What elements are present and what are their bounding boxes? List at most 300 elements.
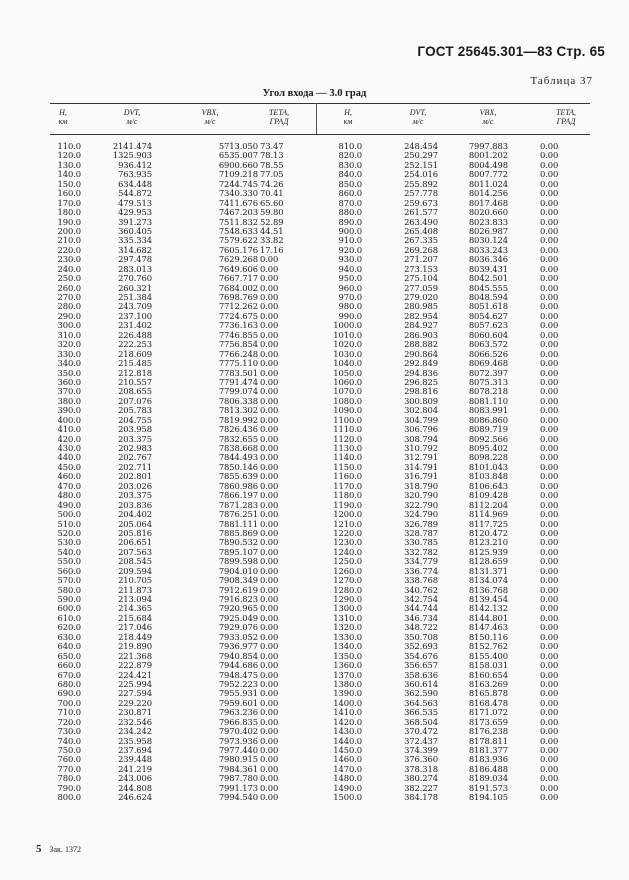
table-cell: 360.614 — [404, 678, 438, 689]
table-cell: 297.478 — [118, 254, 152, 265]
table-cell: 0.00 — [260, 650, 279, 661]
table-cell: 630.0 — [57, 631, 81, 642]
table-cell: 208.545 — [118, 556, 152, 567]
table-cell: 0.00 — [260, 527, 279, 538]
col-name: H, — [59, 108, 67, 117]
table-cell: 1160.0 — [333, 471, 362, 482]
table-cell: 1325.903 — [112, 150, 152, 161]
col-name: DVT, — [123, 108, 141, 117]
table-cell: 0.00 — [540, 405, 559, 416]
table-cell: 270.0 — [57, 292, 81, 302]
table-cell: 380.274 — [404, 773, 438, 784]
table-cell: 0.00 — [540, 292, 559, 302]
table-cell: 300.0 — [57, 320, 81, 331]
table-cell: 310.792 — [404, 443, 438, 453]
table-cell: 0.00 — [540, 471, 559, 482]
table-cell: 17.16 — [260, 244, 284, 255]
table-cell: 160.0 — [57, 188, 81, 199]
table-cell: 390.0 — [57, 405, 81, 416]
table-cell: 221.368 — [118, 650, 152, 661]
table-cell: 1060.0 — [333, 376, 362, 387]
table-cell: 1440.0 — [333, 735, 362, 746]
table-cell: 7920.965 — [218, 603, 258, 614]
table-cell: 0.00 — [260, 556, 279, 567]
table-cell: 237.694 — [118, 745, 152, 755]
table-cell: 0.00 — [540, 216, 559, 227]
table-cell: 7984.361 — [218, 763, 258, 774]
table-cell: 0.00 — [260, 509, 279, 520]
table-cell: 110.0 — [57, 141, 81, 151]
table-cell: 800.0 — [57, 792, 81, 803]
table-cell: 207.076 — [118, 395, 152, 406]
table-cell: 8051.618 — [468, 301, 508, 312]
table-cell: 1290.0 — [333, 594, 362, 604]
table-cell: 1240.0 — [333, 546, 362, 557]
col-h-left — [52, 142, 81, 803]
table-cell: 0.00 — [540, 499, 559, 510]
table-cell: 222.253 — [118, 339, 152, 350]
table-cell: 820.0 — [338, 150, 362, 161]
table-cell: 7766.248 — [218, 348, 258, 359]
table-cell: 330.0 — [57, 348, 81, 359]
table-cell: 344.744 — [404, 603, 438, 614]
table-cell: 0.00 — [260, 386, 279, 397]
table-cell: 7109.218 — [218, 169, 258, 180]
table-cell: 0.00 — [540, 735, 559, 746]
table-cell: 8069.468 — [468, 358, 508, 369]
col-header-vbx-right — [468, 108, 508, 126]
table-cell: 8092.566 — [468, 433, 508, 444]
table-cell: 510.0 — [57, 518, 81, 529]
table-cell: 7890.532 — [218, 537, 258, 548]
table-cell: 0.00 — [540, 518, 559, 529]
table-cell: 0.00 — [260, 310, 279, 321]
table-cell: 0.00 — [260, 763, 279, 774]
table-cell: 8036.346 — [468, 254, 508, 265]
table-cell: 400.0 — [57, 414, 81, 425]
table-cell: 7925.049 — [218, 612, 258, 623]
table-cell: 500.0 — [57, 509, 81, 520]
table-cell: 7997.883 — [468, 141, 508, 151]
table-cell: 0.00 — [540, 546, 559, 557]
table-cell: 44.51 — [260, 225, 284, 236]
table-cell: 1480.0 — [333, 773, 362, 784]
table-cell: 0.00 — [540, 282, 559, 293]
table-cell: 0.00 — [540, 225, 559, 236]
table-cell: 8183.936 — [468, 754, 508, 765]
table-cell: 150.0 — [57, 178, 81, 189]
table-cell: 790.0 — [57, 782, 81, 793]
table-cell: 322.790 — [404, 499, 438, 510]
table-cell: 1100.0 — [333, 414, 362, 425]
table-cell: 0.00 — [540, 594, 559, 604]
table-cell: 0.00 — [260, 254, 279, 265]
table-cell: 213.094 — [118, 594, 152, 604]
table-cell: 2141.474 — [112, 141, 152, 151]
table-cell: 1390.0 — [333, 688, 362, 699]
table-cell: 205.064 — [118, 518, 152, 529]
table-cell: 8007.772 — [468, 169, 508, 180]
table-cell: 8066.526 — [468, 348, 508, 359]
table-cell: 720.0 — [57, 716, 81, 727]
table-cell: 227.594 — [118, 688, 152, 699]
table-cell: 360.405 — [118, 225, 152, 236]
table-cell: 0.00 — [540, 697, 559, 708]
table-cell: 0.00 — [260, 273, 279, 284]
table-subtitle: Угол входа — 3.0 град — [262, 88, 367, 99]
table-cell: 0.00 — [540, 376, 559, 387]
table-cell: 230.0 — [57, 254, 81, 265]
table-cell: 7819.992 — [218, 414, 258, 425]
table-cell: 0.00 — [540, 254, 559, 265]
table-cell: 314.791 — [404, 461, 438, 472]
table-cell: 0.00 — [540, 565, 559, 576]
table-cell: 1180.0 — [333, 490, 362, 501]
table-cell: 8098.228 — [468, 452, 508, 463]
col-header-dvt-right — [398, 108, 438, 126]
table-cell: 215.684 — [118, 612, 152, 623]
table-label: Таблица 37 — [530, 75, 593, 87]
table-cell: 0.00 — [540, 631, 559, 642]
table-cell: 243.709 — [118, 301, 152, 312]
table-cell: 0.00 — [540, 480, 559, 491]
table-cell: 8112.204 — [468, 499, 508, 510]
table-cell: 271.207 — [404, 254, 438, 265]
table-cell: 304.799 — [404, 414, 438, 425]
table-cell: 8178.811 — [468, 735, 508, 746]
table-cell: 7977.440 — [218, 745, 258, 755]
table-cell: 940.0 — [338, 263, 362, 274]
table-cell: 8109.428 — [468, 490, 508, 501]
table-cell: 296.825 — [404, 376, 438, 387]
table-cell: 610.0 — [57, 612, 81, 623]
table-cell: 0.00 — [260, 461, 279, 472]
table-cell: 7736.163 — [218, 320, 258, 331]
table-cell: 269.268 — [404, 244, 438, 255]
table-cell: 0.00 — [260, 282, 279, 293]
table-cell: 0.00 — [540, 669, 559, 680]
table-cell: 239.448 — [118, 754, 152, 765]
table-cell: 0.00 — [260, 688, 279, 699]
table-cell: 0.00 — [540, 461, 559, 472]
table-cell: 1220.0 — [333, 527, 362, 538]
table-cell: 0.00 — [540, 622, 559, 633]
table-cell: 215.485 — [118, 358, 152, 369]
col-header-teta-left — [258, 108, 300, 126]
table-cell: 8060.604 — [468, 329, 508, 340]
table-cell: 352.693 — [404, 641, 438, 652]
table-cell: 1350.0 — [333, 650, 362, 661]
table-cell: 710.0 — [57, 707, 81, 718]
table-cell: 203.026 — [118, 480, 152, 491]
table-cell: 222.879 — [118, 660, 152, 671]
table-cell: 8125.939 — [468, 546, 508, 557]
table-cell: 1210.0 — [333, 518, 362, 529]
table-cell: 342.754 — [404, 594, 438, 604]
table-cell: 0.00 — [260, 414, 279, 425]
table-cell: 960.0 — [338, 282, 362, 293]
table-cell: 7775.110 — [218, 358, 258, 369]
table-cell: 320.0 — [57, 339, 81, 350]
table-cell: 78.13 — [260, 150, 284, 161]
table-cell: 8011.024 — [468, 178, 508, 189]
table-cell: 1410.0 — [333, 707, 362, 718]
table-cell: 218.609 — [118, 348, 152, 359]
table-cell: 230.871 — [118, 707, 152, 718]
table-cell: 0.00 — [540, 527, 559, 538]
table-cell: 1370.0 — [333, 669, 362, 680]
table-cell: 1500.0 — [333, 792, 362, 803]
table-cell: 240.0 — [57, 263, 81, 274]
table-cell: 7712.262 — [218, 301, 258, 312]
table-cell: 340.0 — [57, 358, 81, 369]
table-cell: 70.41 — [260, 188, 284, 199]
table-cell: 205.816 — [118, 527, 152, 538]
table-cell: 0.00 — [260, 773, 279, 784]
table-cell: 0.00 — [540, 745, 559, 755]
table-cell: 8057.623 — [468, 320, 508, 331]
table-cell: 229.220 — [118, 697, 152, 708]
table-cell: 7806.338 — [218, 395, 258, 406]
col-name: TETA, — [555, 108, 577, 117]
table-cell: 250.297 — [404, 150, 438, 161]
table-cell: 480.0 — [57, 490, 81, 501]
table-cell: 203.375 — [118, 433, 152, 444]
table-cell: 210.557 — [118, 376, 152, 387]
table-cell: 1430.0 — [333, 726, 362, 737]
table-cell: 217.046 — [118, 622, 152, 633]
table-cell: 8168.478 — [468, 697, 508, 708]
table-cell: 0.00 — [540, 150, 559, 161]
table-cell: 0.00 — [540, 612, 559, 623]
table-cell: 77.05 — [260, 169, 284, 180]
table-cell: 550.0 — [57, 556, 81, 567]
table-cell: 391.273 — [118, 216, 152, 227]
table-cell: 7605.176 — [218, 244, 258, 255]
table-cell: 251.384 — [118, 292, 152, 302]
table-cell: 226.488 — [118, 329, 152, 340]
table-cell: 570.0 — [57, 575, 81, 586]
table-cell: 8134.074 — [468, 575, 508, 586]
table-cell: 224.421 — [118, 669, 152, 680]
table-cell: 350.0 — [57, 367, 81, 378]
table-cell: 0.00 — [540, 188, 559, 199]
table-cell: 1470.0 — [333, 763, 362, 774]
table-cell: 0.00 — [260, 631, 279, 642]
table-cell: 0.00 — [260, 726, 279, 737]
table-cell: 8194.105 — [468, 792, 508, 803]
table-cell: 0.00 — [540, 141, 559, 151]
table-cell: 360.0 — [57, 376, 81, 387]
table-cell: 0.00 — [260, 376, 279, 387]
table-cell: 0.00 — [540, 159, 559, 170]
table-cell: 7916.823 — [218, 594, 258, 604]
table-cell: 8078.218 — [468, 386, 508, 397]
table-cell: 374.399 — [404, 745, 438, 755]
table-cell: 366.535 — [404, 707, 438, 718]
table-cell: 0.00 — [540, 310, 559, 321]
table-cell: 73.47 — [260, 141, 284, 151]
table-cell: 440.0 — [57, 452, 81, 463]
table-cell: 318.790 — [404, 480, 438, 491]
table-cell: 7994.540 — [218, 792, 258, 803]
table-cell: 970.0 — [338, 292, 362, 302]
table-cell: 250.0 — [57, 273, 81, 284]
table-cell: 7936.977 — [218, 641, 258, 652]
table-cell: 0.00 — [260, 358, 279, 369]
table-cell: 7980.915 — [218, 754, 258, 765]
table-cell: 7791.474 — [218, 376, 258, 387]
table-cell: 0.00 — [540, 320, 559, 331]
table-cell: 7959.601 — [218, 697, 258, 708]
table-cell: 780.0 — [57, 773, 81, 784]
table-cell: 382.227 — [404, 782, 438, 793]
table-cell: 6535.007 — [218, 150, 258, 161]
table-cell: 255.892 — [404, 178, 438, 189]
table-cell: 200.0 — [57, 225, 81, 236]
table-cell: 0.00 — [260, 782, 279, 793]
table-cell: 180.0 — [57, 207, 81, 218]
table-cell: 7548.633 — [218, 225, 258, 236]
col-name: VBX, — [201, 108, 219, 117]
table-cell: 207.563 — [118, 546, 152, 557]
table-cell: 763.935 — [118, 169, 152, 180]
table-cell: 0.00 — [260, 471, 279, 482]
table-cell: 0.00 — [540, 197, 559, 208]
table-cell: 7966.835 — [218, 716, 258, 727]
table-cell: 7756.854 — [218, 339, 258, 350]
table-cell: 376.360 — [404, 754, 438, 765]
table-cell: 336.774 — [404, 565, 438, 576]
table-cell: 7871.283 — [218, 499, 258, 510]
table-cell: 8089.719 — [468, 424, 508, 435]
table-cell: 270.760 — [118, 273, 152, 284]
table-cell: 8155.400 — [468, 650, 508, 661]
table-cell: 8160.654 — [468, 669, 508, 680]
table-cell: 7746.855 — [218, 329, 258, 340]
table-cell: 8176.238 — [468, 726, 508, 737]
table-cell: 640.0 — [57, 641, 81, 652]
table-cell: 0.00 — [260, 575, 279, 586]
table-cell: 265.408 — [404, 225, 438, 236]
table-cell: 0.00 — [260, 499, 279, 510]
table-cell: 840.0 — [338, 169, 362, 180]
table-cell: 6900.660 — [218, 159, 258, 170]
page-footer — [36, 843, 81, 855]
table-cell: 0.00 — [540, 584, 559, 595]
table-cell: 210.0 — [57, 235, 81, 246]
col-unit: ГРАД — [556, 117, 576, 126]
table-cell: 298.816 — [404, 386, 438, 397]
table-cell: 8095.402 — [468, 443, 508, 453]
col-teta-left — [256, 142, 312, 803]
col-unit: м/с — [482, 117, 494, 126]
table-cell: 520.0 — [57, 527, 81, 538]
table-cell: 246.624 — [118, 792, 152, 803]
table-cell: 8042.501 — [468, 273, 508, 284]
table-cell: 8128.659 — [468, 556, 508, 567]
table-cell: 316.791 — [404, 471, 438, 482]
table-cell: 52.89 — [260, 216, 284, 227]
table-cell: 290.864 — [404, 348, 438, 359]
table-cell: 730.0 — [57, 726, 81, 737]
table-cell: 8004.498 — [468, 159, 508, 170]
table-cell: 332.782 — [404, 546, 438, 557]
table-cell: 8101.043 — [468, 461, 508, 472]
col-name: TETA, — [268, 108, 290, 117]
table-cell: 8063.572 — [468, 339, 508, 350]
table-cell: 7881.111 — [218, 518, 258, 529]
table-cell: 980.0 — [338, 301, 362, 312]
table-cell: 8152.762 — [468, 641, 508, 652]
table-cell: 690.0 — [57, 688, 81, 699]
table-cell: 479.513 — [118, 197, 152, 208]
table-cell: 0.00 — [260, 301, 279, 312]
table-cell: 275.104 — [404, 273, 438, 284]
table-cell: 8191.573 — [468, 782, 508, 793]
table-cell: 760.0 — [57, 754, 81, 765]
table-cell: 634.448 — [118, 178, 152, 189]
table-cell: 7866.197 — [218, 490, 258, 501]
table-cell: 8144.801 — [468, 612, 508, 623]
table-cell: 279.020 — [404, 292, 438, 302]
table-cell: 237.100 — [118, 310, 152, 321]
table-cell: 350.708 — [404, 631, 438, 642]
table-cell: 7970.402 — [218, 726, 258, 737]
table-cell: 1170.0 — [333, 480, 362, 491]
table-cell: 328.787 — [404, 527, 438, 538]
col-dvt-right — [362, 142, 438, 803]
table-cell: 219.890 — [118, 641, 152, 652]
table-cell: 5713.050 — [218, 141, 258, 151]
table-cell: 244.808 — [118, 782, 152, 793]
table-cell: 283.013 — [118, 263, 152, 274]
table-cell: 1190.0 — [333, 499, 362, 510]
col-vbx-right — [440, 142, 508, 803]
table-cell: 202.801 — [118, 471, 152, 482]
table-cell: 460.0 — [57, 471, 81, 482]
table-cell: 203.375 — [118, 490, 152, 501]
table-cell: 0.00 — [540, 707, 559, 718]
table-cell: 7991.173 — [218, 782, 258, 793]
table-cell: 1340.0 — [333, 641, 362, 652]
table-cell: 220.0 — [57, 244, 81, 255]
table-cell: 326.789 — [404, 518, 438, 529]
page-mark: 5 — [36, 843, 42, 855]
table-cell: 7944.686 — [218, 660, 258, 671]
table-cell: 7850.146 — [218, 461, 258, 472]
table-cell: 259.673 — [404, 197, 438, 208]
table-cell: 830.0 — [338, 159, 362, 170]
table-cell: 140.0 — [57, 169, 81, 180]
table-cell: 0.00 — [260, 716, 279, 727]
table-cell: 33.82 — [260, 235, 284, 246]
table-cell: 600.0 — [57, 603, 81, 614]
table-cell: 0.00 — [540, 329, 559, 340]
table-cell: 7799.074 — [218, 386, 258, 397]
table-cell: 8123.210 — [468, 537, 508, 548]
table-cell: 8054.627 — [468, 310, 508, 321]
table-cell: 7832.655 — [218, 433, 258, 444]
table-cell: 234.242 — [118, 726, 152, 737]
table-cell: 0.00 — [540, 575, 559, 586]
table-cell: 0.00 — [260, 443, 279, 453]
table-cell: 0.00 — [540, 490, 559, 501]
table-cell: 0.00 — [260, 490, 279, 501]
table-cell: 430.0 — [57, 443, 81, 453]
table-cell: 0.00 — [540, 207, 559, 218]
table-cell: 7579.622 — [218, 235, 258, 246]
